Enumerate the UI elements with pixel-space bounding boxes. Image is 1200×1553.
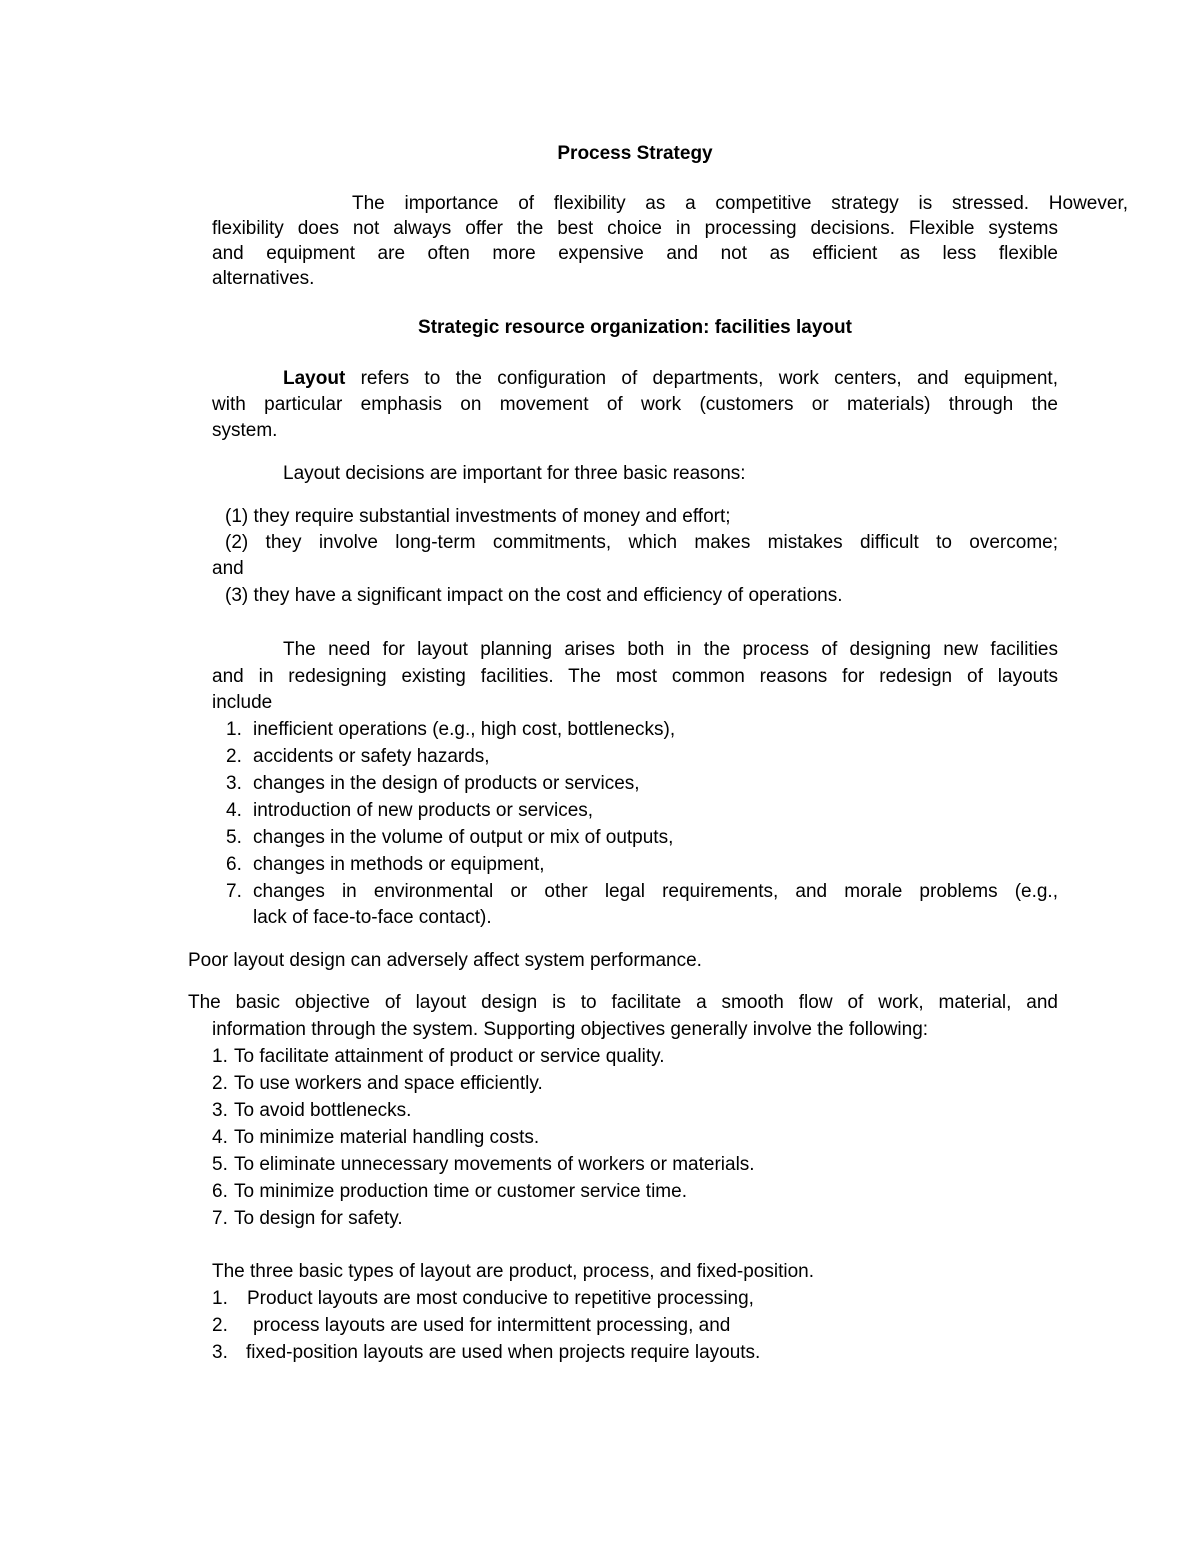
list-item-number: 1. xyxy=(212,1288,228,1309)
list-item-number: 6. xyxy=(212,1181,228,1202)
list-item-number: 6. xyxy=(226,854,242,875)
list-item: To minimize production time or customer service time. xyxy=(234,1181,687,1202)
list-item-number: 7. xyxy=(226,881,242,902)
list-item: To minimize material handling costs. xyxy=(234,1127,540,1148)
list-item-number: 1. xyxy=(212,1046,228,1067)
list-item-number: 2. xyxy=(212,1073,228,1094)
poor-layout-statement: Poor layout design can adversely affect system performance. xyxy=(188,950,702,971)
reasons-intro: Layout decisions are important for three basic reasons: xyxy=(283,463,746,484)
layout-definition-line-2: with particular emphasis on movement of work (customers or materials) through the xyxy=(212,394,1058,415)
list-item: introduction of new products or services, xyxy=(253,800,594,821)
intro-line-4: alternatives. xyxy=(212,268,315,289)
list-item: To eliminate unnecessary movements of workers or materials. xyxy=(234,1154,755,1175)
reason-2-continued: and xyxy=(212,558,244,579)
list-item: changes in environmental or other legal requirements, and morale problems (e.g., xyxy=(253,881,1058,902)
layout-definition-line-3: system. xyxy=(212,420,278,441)
list-item-number: 4. xyxy=(212,1127,228,1148)
list-item-number: 2. xyxy=(212,1315,228,1336)
layout-definition-text: refers to the configuration of departments, work centers, and equipment, xyxy=(345,368,1058,389)
list-item-number: 5. xyxy=(226,827,242,848)
list-item: fixed-position layouts are used when projects require layouts. xyxy=(246,1342,761,1363)
intro-line-3: and equipment are often more expensive and not as efficient as less flexible xyxy=(212,243,1058,264)
intro-line-1: The importance of flexibility as a competitive strategy is stressed. However, xyxy=(352,193,1128,214)
list-item: Product layouts are most conducive to repetitive processing, xyxy=(247,1288,754,1309)
redesign-intro-line-3: include xyxy=(212,692,273,713)
list-item-number: 2. xyxy=(226,746,242,767)
objective-line-2: information through the system. Supporting objectives generally involve the following: xyxy=(212,1019,929,1040)
list-item: To facilitate attainment of product or service quality. xyxy=(234,1046,665,1067)
list-item-number: 3. xyxy=(226,773,242,794)
list-item-continued: lack of face-to-face contact). xyxy=(253,907,492,928)
redesign-intro-line-2: and in redesigning existing facilities. The most common reasons for redesign of layouts xyxy=(212,666,1058,687)
page-title: Process Strategy xyxy=(557,143,713,164)
list-item: changes in methods or equipment, xyxy=(253,854,545,875)
layout-definition-line-1 xyxy=(283,366,1058,392)
list-item-number: 4. xyxy=(226,800,242,821)
layout-term: Layout xyxy=(283,368,346,389)
reason-1: (1) they require substantial investments of money and effort; xyxy=(225,506,731,527)
list-item-number: 1. xyxy=(226,719,242,740)
list-item-number: 3. xyxy=(212,1342,228,1363)
types-intro: The three basic types of layout are product, process, and fixed-position. xyxy=(212,1261,814,1282)
list-item-number: 5. xyxy=(212,1154,228,1175)
list-item: changes in the design of products or services, xyxy=(253,773,640,794)
intro-line-2: flexibility does not always offer the best choice in processing decisions. Flexible systems xyxy=(212,218,1058,239)
objective-line-1: The basic objective of layout design is to facilitate a smooth flow of work, material, and xyxy=(188,992,1058,1013)
list-item: changes in the volume of output or mix of outputs, xyxy=(253,827,674,848)
redesign-intro-line-1: The need for layout planning arises both in the process of designing new facilities xyxy=(283,639,1058,660)
list-item: accidents or safety hazards, xyxy=(253,746,490,767)
list-item: inefficient operations (e.g., high cost, bottlenecks), xyxy=(253,719,676,740)
reason-3: (3) they have a significant impact on the cost and efficiency of operations. xyxy=(225,585,843,606)
list-item-number: 3. xyxy=(212,1100,228,1121)
list-item: To avoid bottlenecks. xyxy=(234,1100,412,1121)
list-item-number: 7. xyxy=(212,1208,228,1229)
section-heading: Strategic resource organization: facilities layout xyxy=(418,317,852,338)
list-item: process layouts are used for intermittent processing, and xyxy=(253,1315,731,1336)
reason-2: (2) they involve long-term commitments, which makes mistakes difficult to overcome; xyxy=(225,532,1058,553)
list-item: To use workers and space efficiently. xyxy=(234,1073,543,1094)
list-item: To design for safety. xyxy=(234,1208,403,1229)
